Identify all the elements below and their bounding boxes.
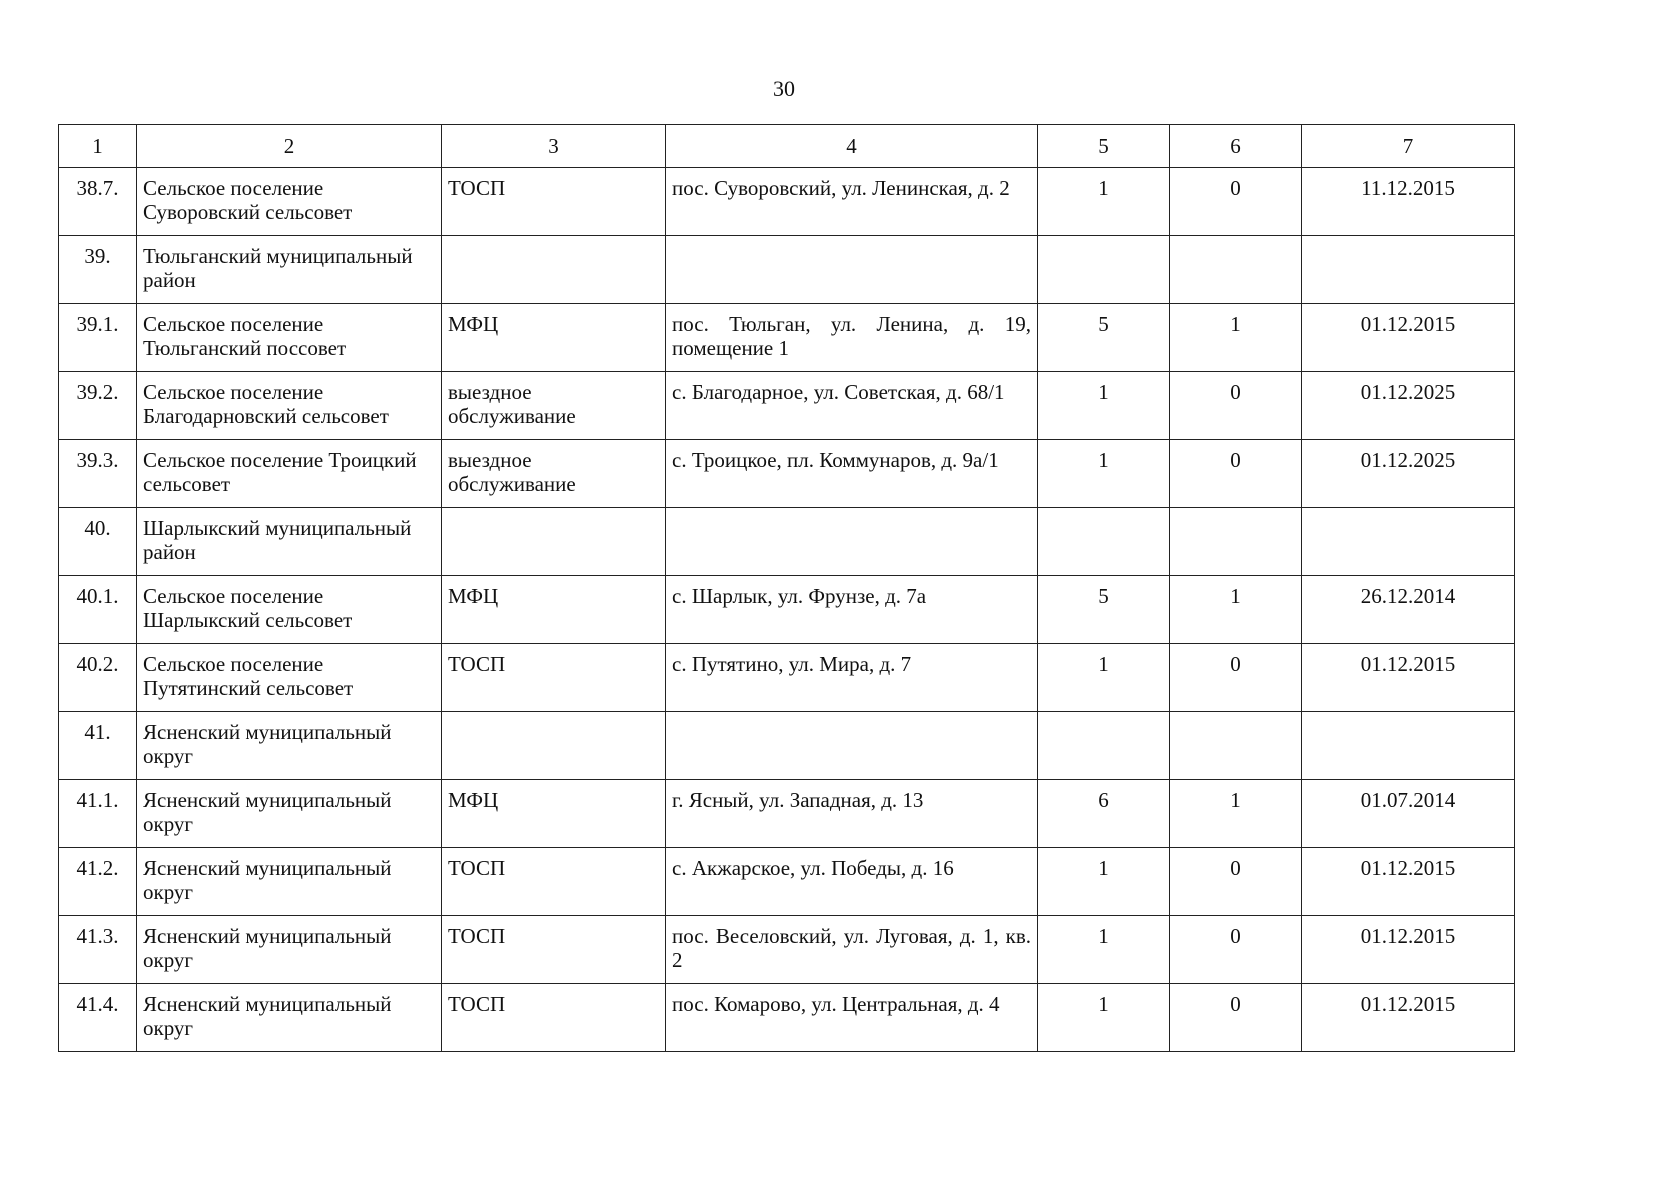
service-type-cell	[442, 236, 666, 304]
municipality-name-cell: Ясненский муниципальный округ	[137, 712, 442, 780]
address-cell	[666, 508, 1038, 576]
column-6-cell: 0	[1170, 984, 1302, 1052]
row-number-cell: 41.4.	[59, 984, 137, 1052]
date-cell: 01.12.2015	[1302, 984, 1515, 1052]
table-row	[59, 848, 1515, 916]
column-5-cell: 1	[1038, 440, 1170, 508]
service-type-cell: МФЦ	[442, 576, 666, 644]
service-type-cell: МФЦ	[442, 304, 666, 372]
date-cell: 11.12.2015	[1302, 168, 1515, 236]
column-6-cell: 1	[1170, 780, 1302, 848]
address-cell: пос. Суворовский, ул. Ленинская, д. 2	[666, 168, 1038, 236]
row-number-cell: 39.	[59, 236, 137, 304]
service-type-cell: выездное обслуживание	[442, 440, 666, 508]
table-row	[59, 916, 1515, 984]
column-6-cell: 0	[1170, 372, 1302, 440]
column-5-cell: 1	[1038, 984, 1170, 1052]
municipality-name-cell: Сельское поселение Суворовский сельсовет	[137, 168, 442, 236]
service-type-cell	[442, 712, 666, 780]
address-cell: пос. Тюльган, ул. Ленина, д. 19, помещение 1	[666, 304, 1038, 372]
row-number-cell: 41.	[59, 712, 137, 780]
table-row	[59, 644, 1515, 712]
row-number-cell: 40.	[59, 508, 137, 576]
date-cell: 01.12.2015	[1302, 848, 1515, 916]
table-row	[59, 984, 1515, 1052]
address-cell: г. Ясный, ул. Западная, д. 13	[666, 780, 1038, 848]
service-type-cell: ТОСП	[442, 984, 666, 1052]
address-cell: пос. Комарово, ул. Центральная, д. 4	[666, 984, 1038, 1052]
column-5-cell	[1038, 236, 1170, 304]
column-6-cell: 0	[1170, 916, 1302, 984]
municipality-name-cell: Сельское поселение Троицкий сельсовет	[137, 440, 442, 508]
address-cell	[666, 712, 1038, 780]
address-cell: с. Шарлык, ул. Фрунзе, д. 7а	[666, 576, 1038, 644]
date-cell: 01.12.2015	[1302, 304, 1515, 372]
row-number-cell: 41.2.	[59, 848, 137, 916]
column-5-cell: 5	[1038, 576, 1170, 644]
table-row	[59, 236, 1515, 304]
table-row	[59, 576, 1515, 644]
date-cell	[1302, 712, 1515, 780]
date-cell: 26.12.2014	[1302, 576, 1515, 644]
municipality-name-cell: Ясненский муниципальный округ	[137, 848, 442, 916]
row-number-cell: 41.1.	[59, 780, 137, 848]
row-number-cell: 39.2.	[59, 372, 137, 440]
row-number-cell: 39.3.	[59, 440, 137, 508]
row-number-cell: 41.3.	[59, 916, 137, 984]
column-6-cell: 1	[1170, 576, 1302, 644]
table-row	[59, 508, 1515, 576]
column-6-cell: 0	[1170, 644, 1302, 712]
column-5-cell: 1	[1038, 916, 1170, 984]
municipality-name-cell: Сельское поселение Тюльганский поссовет	[137, 304, 442, 372]
date-cell: 01.12.2025	[1302, 440, 1515, 508]
column-header: 3	[442, 125, 666, 168]
address-cell	[666, 236, 1038, 304]
date-cell	[1302, 236, 1515, 304]
column-6-cell: 0	[1170, 168, 1302, 236]
table-row	[59, 440, 1515, 508]
column-header: 6	[1170, 125, 1302, 168]
address-cell: с. Благодарное, ул. Советская, д. 68/1	[666, 372, 1038, 440]
column-header: 1	[59, 125, 137, 168]
column-6-cell: 0	[1170, 440, 1302, 508]
column-5-cell: 1	[1038, 848, 1170, 916]
table-row	[59, 712, 1515, 780]
column-header: 5	[1038, 125, 1170, 168]
row-number-cell: 39.1.	[59, 304, 137, 372]
column-header: 7	[1302, 125, 1515, 168]
column-6-cell	[1170, 712, 1302, 780]
service-type-cell: МФЦ	[442, 780, 666, 848]
service-type-cell: ТОСП	[442, 644, 666, 712]
address-cell: пос. Веселовский, ул. Луговая, д. 1, кв. 2	[666, 916, 1038, 984]
municipality-name-cell: Ясненский муниципальный округ	[137, 984, 442, 1052]
service-type-cell: ТОСП	[442, 848, 666, 916]
table-row	[59, 168, 1515, 236]
address-cell: с. Путятино, ул. Мира, д. 7	[666, 644, 1038, 712]
column-5-cell: 6	[1038, 780, 1170, 848]
row-number-cell: 38.7.	[59, 168, 137, 236]
date-cell	[1302, 508, 1515, 576]
table-row	[59, 304, 1515, 372]
column-header: 2	[137, 125, 442, 168]
page-number: 30	[773, 76, 795, 101]
column-header: 4	[666, 125, 1038, 168]
municipality-name-cell: Ясненский муниципальный округ	[137, 916, 442, 984]
column-5-cell: 1	[1038, 168, 1170, 236]
column-6-cell: 0	[1170, 848, 1302, 916]
municipality-name-cell: Сельское поселение Путятинский сельсовет	[137, 644, 442, 712]
service-type-cell: ТОСП	[442, 168, 666, 236]
date-cell: 01.07.2014	[1302, 780, 1515, 848]
service-type-cell: ТОСП	[442, 916, 666, 984]
column-5-cell: 5	[1038, 304, 1170, 372]
address-cell: с. Троицкое, пл. Коммунаров, д. 9а/1	[666, 440, 1038, 508]
table-row	[59, 780, 1515, 848]
column-5-cell: 1	[1038, 372, 1170, 440]
row-number-cell: 40.2.	[59, 644, 137, 712]
municipality-name-cell: Ясненский муниципальный округ	[137, 780, 442, 848]
column-5-cell	[1038, 508, 1170, 576]
address-cell: с. Акжарское, ул. Победы, д. 16	[666, 848, 1038, 916]
municipality-name-cell: Шарлыкский муниципальный район	[137, 508, 442, 576]
column-6-cell	[1170, 236, 1302, 304]
row-number-cell: 40.1.	[59, 576, 137, 644]
date-cell: 01.12.2015	[1302, 644, 1515, 712]
service-type-cell: выездное обслуживание	[442, 372, 666, 440]
municipality-name-cell: Сельское поселение Шарлыкский сельсовет	[137, 576, 442, 644]
column-6-cell: 1	[1170, 304, 1302, 372]
municipality-name-cell: Тюльганский муниципальный район	[137, 236, 442, 304]
column-6-cell	[1170, 508, 1302, 576]
date-cell: 01.12.2025	[1302, 372, 1515, 440]
table-row	[59, 372, 1515, 440]
service-type-cell	[442, 508, 666, 576]
column-5-cell	[1038, 712, 1170, 780]
facilities-table	[58, 124, 1515, 1052]
column-5-cell: 1	[1038, 644, 1170, 712]
table-header-row	[59, 125, 1515, 168]
date-cell: 01.12.2015	[1302, 916, 1515, 984]
municipality-name-cell: Сельское поселение Благодарновский сельсовет	[137, 372, 442, 440]
